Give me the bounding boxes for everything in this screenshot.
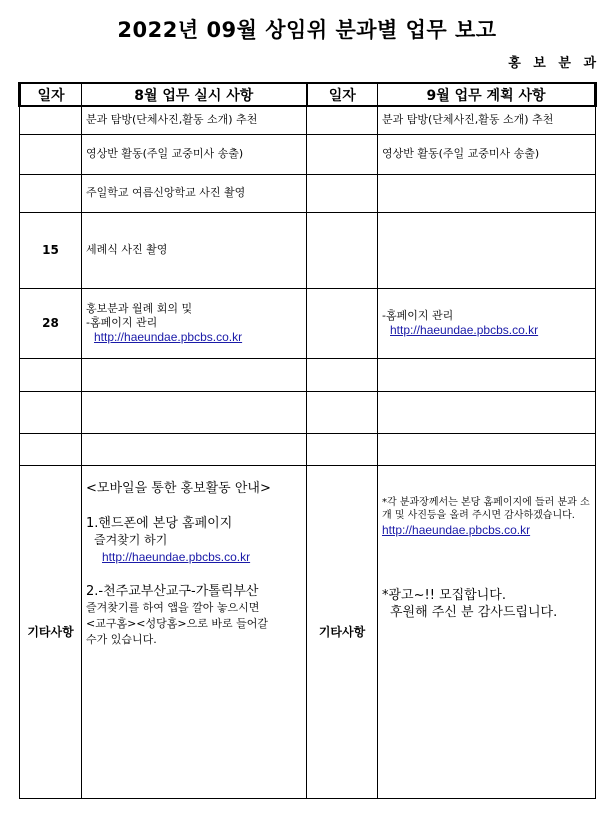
sep-task-cell bbox=[378, 134, 596, 174]
sep-task-cell bbox=[378, 106, 596, 134]
department-label: 홍 보 분 과 bbox=[508, 56, 600, 71]
table-row bbox=[20, 288, 596, 358]
thanks-notice: 후원해 주신 분 감사드립니다. bbox=[390, 604, 558, 620]
header-date-sep: 일자 bbox=[307, 83, 378, 106]
sep-task-cell bbox=[378, 174, 596, 212]
task-text: 주일학교 여름신앙학교 사진 촬영 bbox=[86, 186, 246, 199]
aug-date-cell bbox=[20, 174, 82, 212]
mobile-guide-item2: 2.-천주교부산교구-가톨릭부산 bbox=[86, 583, 259, 599]
mobile-guide-item1b: 즐겨찾기 하기 bbox=[94, 532, 168, 547]
report-table bbox=[18, 82, 597, 799]
task-text: 세례식 사진 촬영 bbox=[86, 243, 168, 256]
aug-task-cell bbox=[82, 433, 307, 465]
sep-task-cell bbox=[378, 212, 596, 288]
task-text: 홍보분과 월례 회의 및 bbox=[86, 301, 193, 315]
sep-date-cell bbox=[307, 391, 378, 433]
aug-date-cell bbox=[20, 106, 82, 134]
task-text: 분과 탐방(단체사진,활동 소개) 추천 bbox=[86, 113, 258, 127]
aug-task-cell bbox=[82, 391, 307, 433]
table-row bbox=[20, 433, 596, 465]
sep-task-cell bbox=[378, 288, 596, 358]
aug-date-cell bbox=[20, 433, 82, 465]
sep-date-cell bbox=[307, 106, 378, 134]
aug-task-cell bbox=[82, 106, 307, 134]
aug-date-cell bbox=[20, 134, 82, 174]
sep-date-cell bbox=[307, 433, 378, 465]
aug-task-cell bbox=[82, 212, 307, 288]
misc-row bbox=[20, 465, 596, 798]
aug-task-cell bbox=[82, 288, 307, 358]
header-sep-tasks: 9월 업무 계획 사항 bbox=[378, 83, 596, 106]
mobile-guide-line: 수가 있습니다. bbox=[86, 632, 157, 646]
sep-date-cell bbox=[307, 212, 378, 288]
table-row bbox=[20, 391, 596, 433]
misc-label-sep: 기타사항 bbox=[307, 465, 378, 798]
page-title: 2022년 09월 상임위 분과별 업무 보고 bbox=[117, 18, 497, 42]
sep-task-cell bbox=[378, 391, 596, 433]
task-text: -홈페이지 관리 bbox=[86, 315, 158, 329]
mobile-guide-item1: 1.핸드폰에 본당 홈페이지 bbox=[86, 515, 233, 531]
homepage-link[interactable]: http://haeundae.pbcbs.co.kr bbox=[102, 549, 251, 564]
header-row bbox=[20, 83, 596, 106]
table-row bbox=[20, 358, 596, 391]
sep-date-cell bbox=[307, 134, 378, 174]
aug-task-cell bbox=[82, 174, 307, 212]
homepage-link[interactable]: http://haeundae.pbcbs.co.kr bbox=[94, 329, 243, 344]
sep-date-cell bbox=[307, 358, 378, 391]
sep-task-cell bbox=[378, 433, 596, 465]
task-text: 영상반 활동(주일 교중미사 송출) bbox=[86, 147, 244, 160]
aug-date-cell bbox=[20, 391, 82, 433]
header-aug-tasks: 8월 업무 실시 사항 bbox=[82, 83, 307, 106]
sep-date-cell bbox=[307, 288, 378, 358]
aug-date-cell: 15 bbox=[20, 212, 82, 288]
misc-label-aug: 기타사항 bbox=[20, 465, 82, 798]
mobile-guide-line: 즐겨찾기를 하여 앱을 깔아 놓으시면 bbox=[86, 600, 260, 614]
homepage-link[interactable]: http://haeundae.pbcbs.co.kr bbox=[382, 522, 531, 537]
ad-notice: *광고~!! 모집합니다. bbox=[382, 587, 506, 603]
misc-aug-cell bbox=[82, 465, 307, 798]
table-row bbox=[20, 134, 596, 174]
homepage-request-note: *각 분과장께서는 본당 홈페이지에 들러 분과 소개 및 사진등을 올려 주시면 감사하겠습니다. bbox=[382, 496, 590, 521]
homepage-link[interactable]: http://haeundae.pbcbs.co.kr bbox=[390, 322, 539, 337]
sep-task-cell bbox=[378, 358, 596, 391]
aug-task-cell bbox=[82, 134, 307, 174]
mobile-guide-heading: <모바일을 통한 홍보활동 안내> bbox=[86, 480, 271, 496]
task-text: 영상반 활동(주일 교중미사 송출) bbox=[382, 147, 540, 160]
task-text: 분과 탐방(단체사진,활동 소개) 추천 bbox=[382, 113, 554, 127]
aug-date-cell: 28 bbox=[20, 288, 82, 358]
table-row bbox=[20, 212, 596, 288]
mobile-guide-line: <교구홈><성당홈>으로 바로 들어갈 bbox=[86, 616, 268, 630]
aug-task-cell bbox=[82, 358, 307, 391]
sep-date-cell bbox=[307, 174, 378, 212]
task-text: -홈페이지 관리 bbox=[382, 308, 454, 322]
aug-date-cell bbox=[20, 358, 82, 391]
table-row bbox=[20, 106, 596, 134]
table-row bbox=[20, 174, 596, 212]
header-date-aug: 일자 bbox=[20, 83, 82, 106]
misc-sep-cell bbox=[378, 465, 596, 798]
